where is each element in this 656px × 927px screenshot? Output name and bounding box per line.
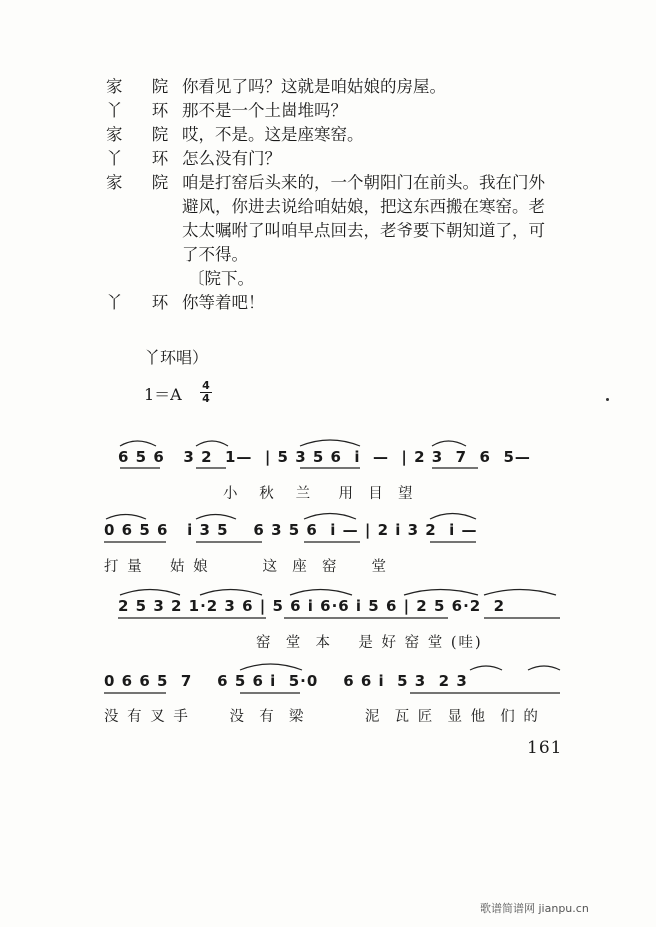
slur-arc [528,666,560,670]
notation-line: 0 6 6 5 7 6 5 6 i 5·0 6 6 i 5 3 2 3 [104,672,468,690]
speech-continuation: 避风，你进去说给咱姑娘，把这东西搬在寒窑。老 [182,197,545,216]
speaker-label: 家 院 [106,173,181,192]
speaker-label: 家 院 [106,125,181,144]
slur-arc [300,440,360,446]
slur-arc [196,441,228,446]
speech-text: 怎么没有门？ [182,149,281,168]
time-signature-top: 4 [202,379,210,392]
speech-text: 那不是一个土崮堆吗？ [182,101,347,120]
notation-line: 2 5 3 2 1·2 3 6 | 5 6 i 6·6 i 5 6 | 2 5 6·2 2 [118,597,506,615]
slur-arc [432,441,466,446]
slur-arc [120,590,180,596]
page-number: 161 [527,738,563,758]
slur-arc [304,514,356,520]
slur-arc [404,590,478,596]
slur-arc [470,666,502,670]
slur-arc [430,514,476,520]
slur-arc [106,515,146,520]
lyrics-line: 打 量 姑 娘 这 座 窑 堂 [104,559,389,575]
dialogue-line [106,123,626,147]
time-signature [199,380,213,405]
speaker-label: 丫 环 [106,101,181,120]
slur-arc [200,590,262,596]
slur-arc [196,515,236,520]
notation-line: 0 6 5 6 i 3 5 6 3 5 6 i — | 2 i 3 2 i — [104,521,478,539]
lyrics-line: 窑 堂 本 是 好 窑 堂 (哇) [104,635,483,651]
speaker-label: 家 院 [106,77,181,96]
dialogue-line [106,75,626,99]
lyrics-line: 小 秋 兰 用 目 望 [104,486,415,502]
speech-text: 哎，不是。这是座寒窑。 [182,125,364,144]
watermark-text: 歌谱简谱网 jianpu.cn [480,902,589,915]
stage-direction: 〔院下。 [188,269,254,288]
ink-speck [606,398,609,401]
dialogue-line [106,99,626,123]
song-title: 丫环唱） [144,348,209,367]
slur-arc [120,441,156,446]
key-signature: 1＝A [144,385,182,404]
speech-continuation: 了不得。 [182,245,248,264]
notation-line: 6 5 6 3 2 1— | 5 3 5 6 i — | 2 3 7 6 5— [118,448,531,466]
speech-text: 你看见了吗？这就是咱姑娘的房屋。 [182,77,446,96]
dialogue-block [106,75,626,315]
time-signature-bottom: 4 [202,392,210,405]
speech-text: 你等着吧！ [182,293,265,312]
dialogue-line [106,171,626,195]
slur-arc [290,590,352,596]
slur-arc [484,590,556,596]
slur-arc [240,664,302,670]
speech-continuation: 太太嘱咐了叫咱早点回去，老爷要下朝知道了，可 [182,221,545,240]
dialogue-line [106,147,626,171]
lyrics-line: 没 有 叉 手 没 有 梁 泥 瓦 匠 显 他 们 的 [104,709,540,725]
speech-text: 咱是打窑后头来的，一个朝阳门在前头。我在门外 [182,173,545,192]
speaker-label: 丫 环 [106,293,181,312]
speaker-label: 丫 环 [106,149,181,168]
dialogue-line [106,291,626,315]
